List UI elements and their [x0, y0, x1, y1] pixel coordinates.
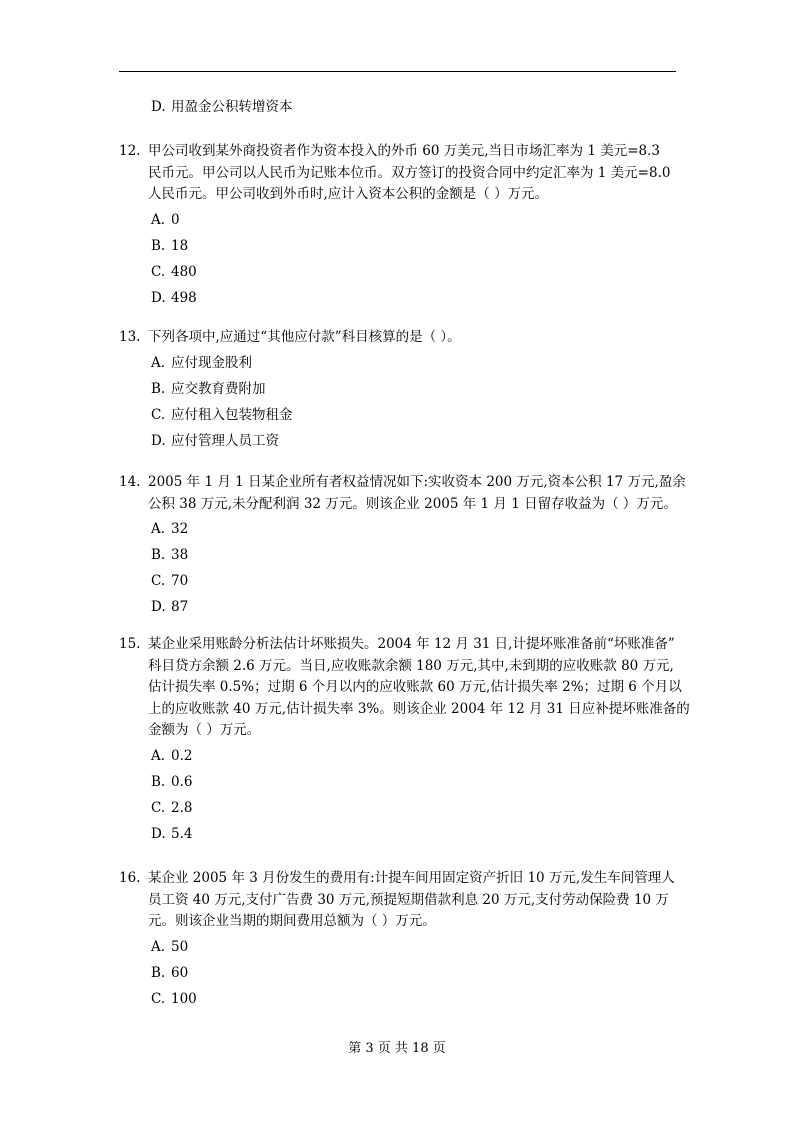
question-text-line: 某企业采用账龄分析法估计坏账损失。2004 年 12 月 31 日,计提坏账准备前“坏账准备” — [148, 636, 675, 652]
option-letter: D. — [151, 599, 166, 615]
question-text-line: 科目贷方余额 2.6 万元。当日,应收账款余额 180 万元,其中,未到期的应收账款 80 万元, — [148, 657, 674, 674]
option-letter: C. — [151, 799, 166, 816]
question-text-line: 民币元。甲公司以人民币为记账本位币。双方签订的投资合同中约定汇率为 1 美元=8.0 — [148, 164, 671, 181]
question-text-line: 2005 年 1 月 1 日某企业所有者权益情况如下:实收资本 200 万元,资本公积 17 万元,盈余 — [148, 474, 686, 490]
answer-option — [151, 571, 188, 591]
answer-option — [151, 210, 180, 230]
answer-option — [151, 519, 188, 539]
question-text-line: 甲公司收到某外商投资者作为资本投入的外币 60 万美元,当日市场汇率为 1 美元=8.3 — [148, 143, 661, 159]
option-letter: C. — [151, 263, 166, 280]
option-text: 0.2 — [171, 747, 193, 764]
option-letter: A. — [151, 211, 166, 228]
option-text: 87 — [171, 599, 189, 615]
answer-option — [151, 824, 192, 844]
answer-option — [151, 431, 279, 451]
answer-option — [151, 262, 197, 282]
option-text: 32 — [171, 521, 189, 537]
option-text: 应付现金股利 — [171, 354, 252, 371]
question-number: 13. — [119, 329, 141, 345]
question-number: 16. — [119, 870, 141, 886]
option-letter: B. — [151, 380, 166, 397]
question-number: 12. — [119, 143, 141, 159]
question-number: 14. — [119, 474, 141, 490]
option-text: 0.6 — [171, 773, 193, 790]
question-text-line: 公积 38 万元,未分配利润 32 万元。则该企业 2005 年 1 月 1 日留存收益为（ ）万元。 — [148, 495, 677, 512]
answer-option — [151, 545, 188, 565]
answer-option — [151, 772, 192, 792]
option-letter: D. — [151, 825, 166, 842]
option-letter: A. — [151, 521, 166, 537]
question-number: 15. — [119, 636, 141, 652]
option-text: 0 — [171, 211, 180, 228]
answer-option — [151, 963, 188, 983]
option-text: 70 — [171, 573, 189, 589]
option-text: 38 — [171, 547, 189, 563]
option-letter: C. — [151, 990, 166, 1007]
option-letter: A. — [151, 938, 166, 955]
header-rule — [119, 71, 676, 72]
option-letter: B. — [151, 964, 166, 981]
option-letter: D. — [151, 289, 166, 306]
answer-option — [151, 236, 188, 256]
question-text-line: 下列各项中,应通过“其他应付款”科目核算的是（ ）。 — [148, 329, 461, 345]
option-letter: D. — [151, 99, 166, 115]
option-text: 应付租入包装物租金 — [171, 406, 293, 423]
answer-option — [151, 353, 252, 373]
option-text: 18 — [171, 237, 189, 254]
question-text-line: 估计损失率 0.5%；过期 6 个月以内的应收账款 60 万元,估计损失率 2%；过期 6 个月以 — [148, 679, 682, 695]
answer-option — [151, 597, 188, 617]
answer-option — [151, 288, 197, 308]
question-text-line: 员工资 40 万元,支付广告费 30 万元,预提短期借款利息 20 万元,支付劳动保险费 10 万 — [148, 891, 669, 908]
answer-option — [151, 379, 266, 399]
option-letter: D. — [151, 432, 166, 449]
option-text: 5.4 — [171, 825, 193, 842]
option-text: 480 — [171, 263, 197, 280]
option-text: 应付管理人员工资 — [171, 432, 279, 449]
answer-option — [151, 405, 293, 425]
question-text-line: 元。则该企业当期的期间费用总额为（ ）万元。 — [148, 913, 436, 929]
option-letter: B. — [151, 237, 166, 254]
option-text: 用盈金公积转增资本 — [171, 99, 293, 115]
leading-option — [151, 97, 293, 117]
question-text-line: 某企业 2005 年 3 月份发生的费用有:计提车间用固定资产折旧 10 万元,发生车间管理人 — [148, 870, 675, 886]
option-letter: B. — [151, 547, 166, 563]
answer-option — [151, 746, 192, 766]
option-letter: A. — [151, 747, 166, 764]
option-letter: A. — [151, 354, 166, 371]
question-text-line: 金额为（ ）万元。 — [148, 722, 261, 738]
question-text-line: 人民币元。甲公司收到外币时,应计入资本公积的金额是（ ）万元。 — [148, 186, 549, 202]
answer-option — [151, 989, 197, 1009]
option-text: 100 — [171, 990, 197, 1007]
answer-option — [151, 798, 192, 818]
page-footer: 第 3 页 共 18 页 — [348, 1041, 446, 1056]
question-text-line: 上的应收账款 40 万元,估计损失率 3%。则该企业 2004 年 12 月 31 日应补提坏账准备的 — [148, 700, 690, 717]
option-text: 应交教育费附加 — [171, 380, 266, 397]
option-text: 50 — [171, 938, 189, 955]
answer-option — [151, 937, 188, 957]
option-text: 498 — [171, 289, 197, 306]
option-text: 2.8 — [171, 799, 193, 816]
option-letter: C. — [151, 406, 166, 423]
option-text: 60 — [171, 964, 189, 981]
option-letter: B. — [151, 773, 166, 790]
option-letter: C. — [151, 573, 166, 589]
